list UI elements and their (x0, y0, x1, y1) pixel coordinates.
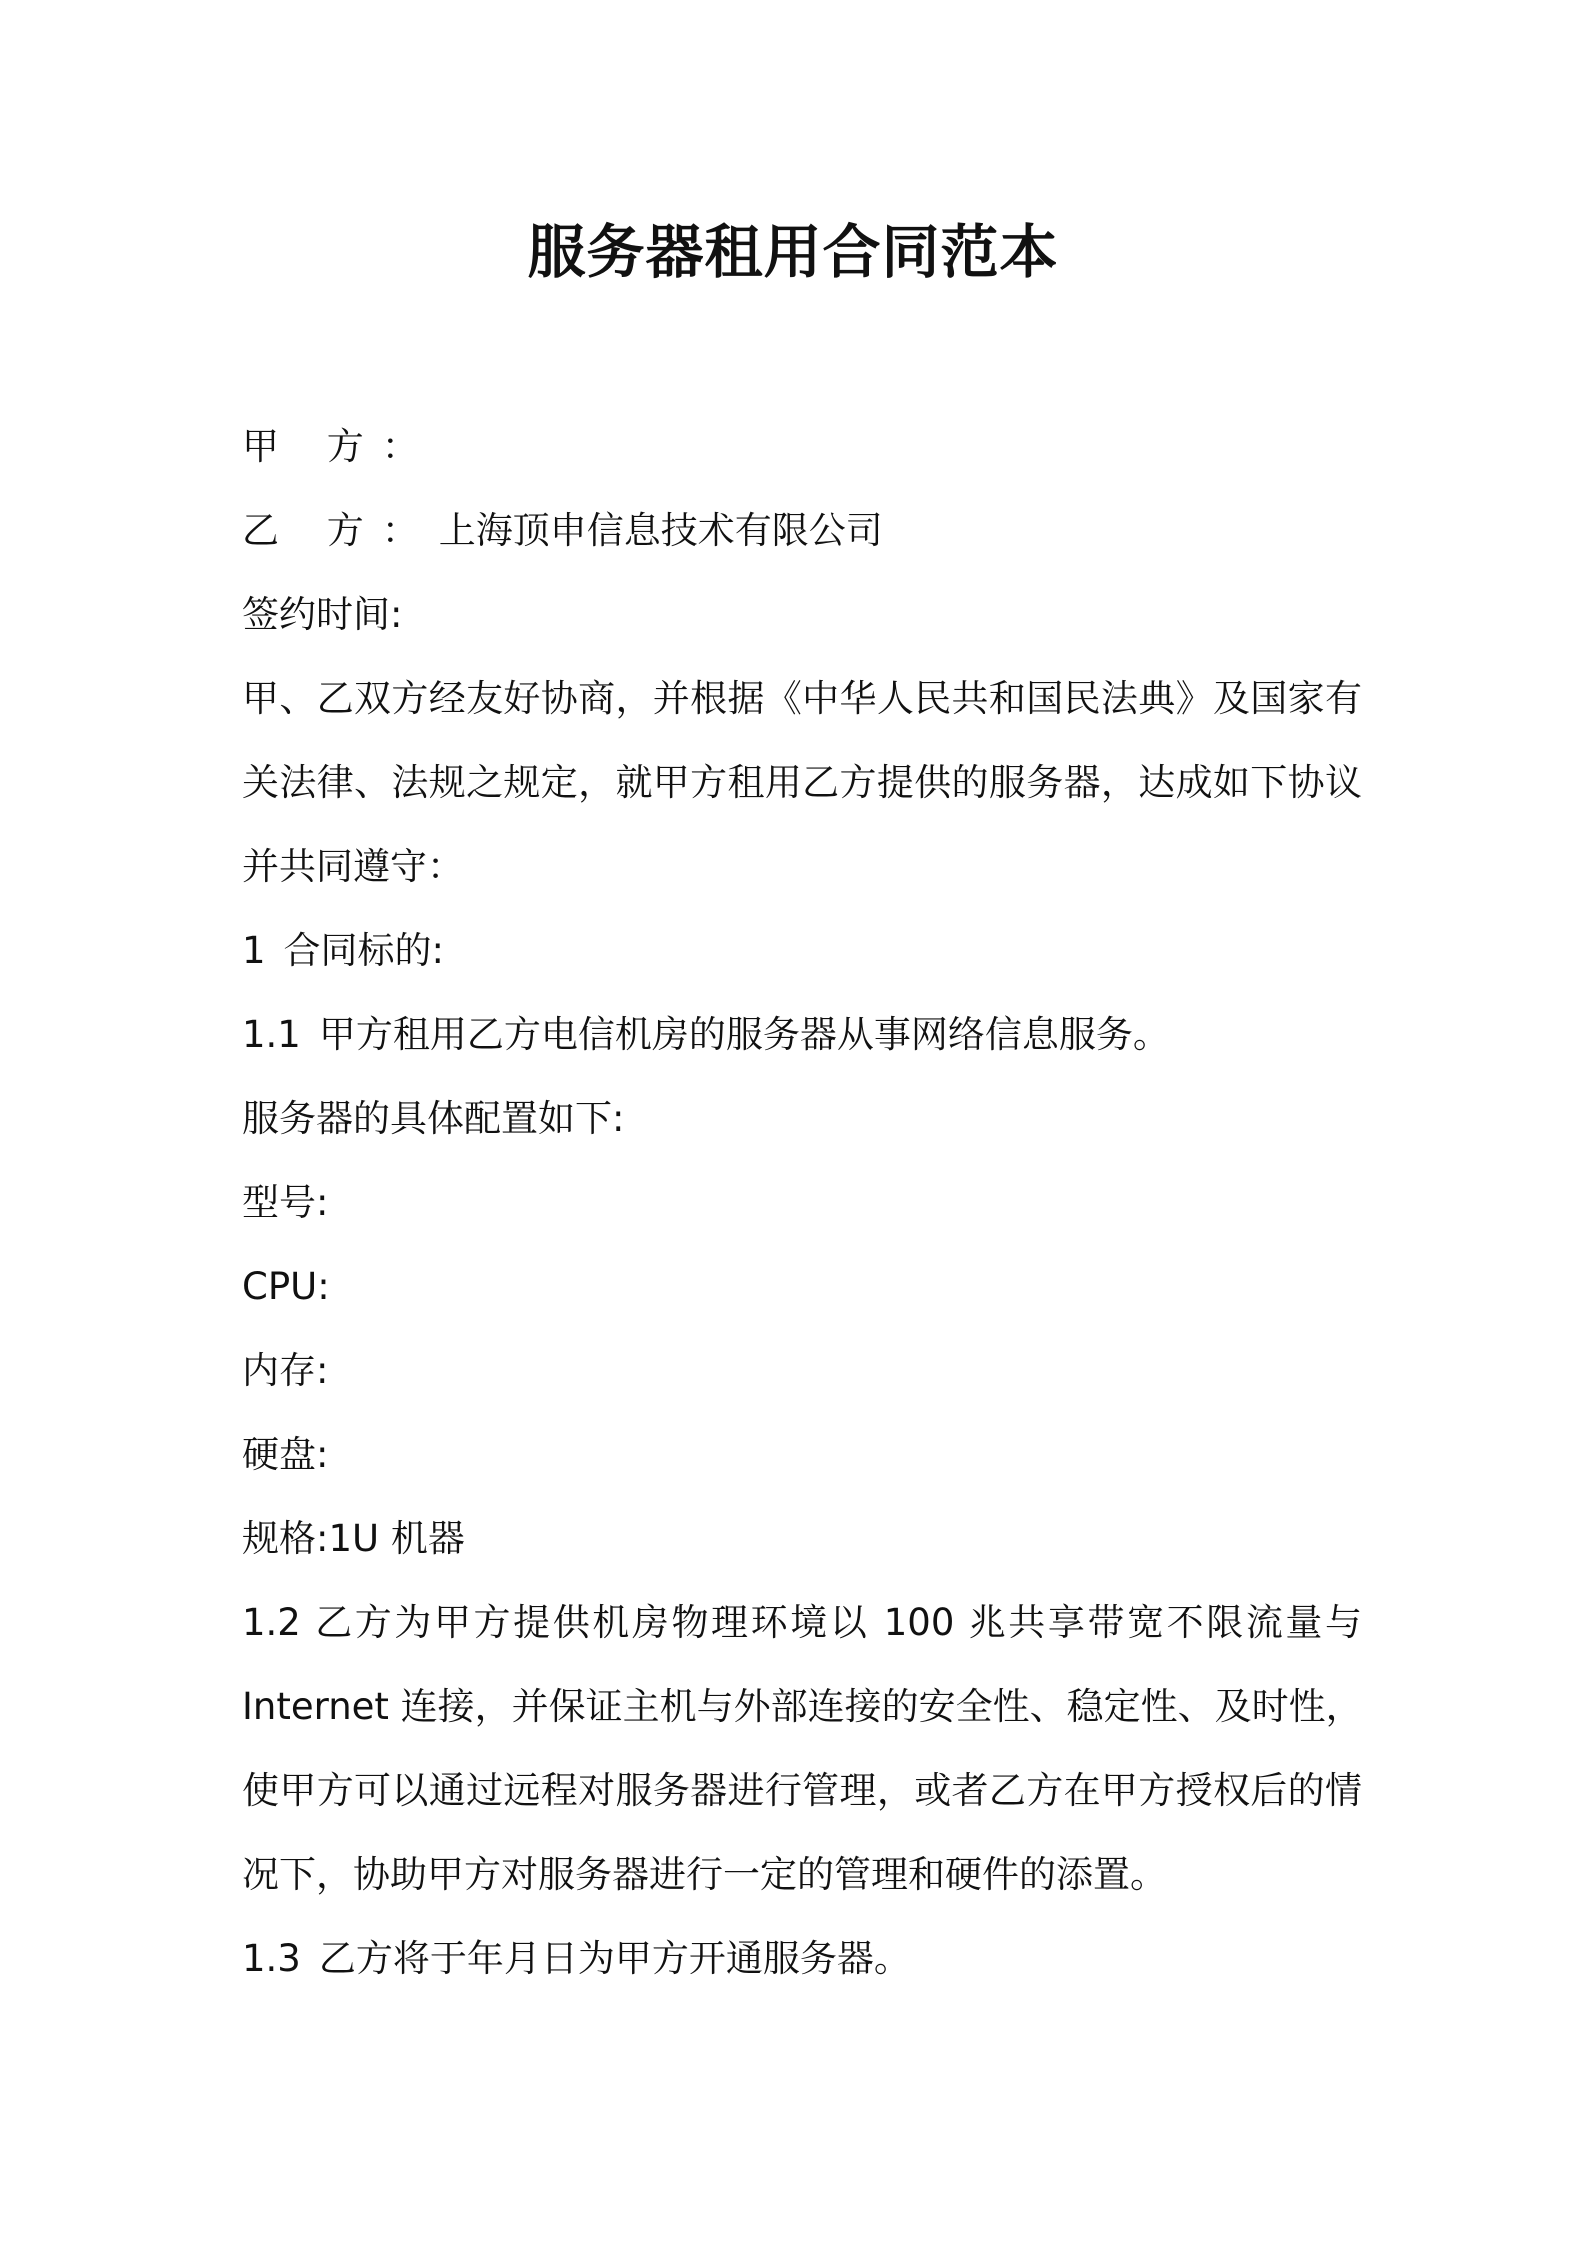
document-title: 服务器租用合同范本 (527, 218, 1059, 286)
party-b-colon: ： (381, 509, 419, 552)
clause-1-3-number: 1.3 (242, 1937, 301, 1980)
section-1-number: 1 (242, 929, 266, 972)
document-body (242, 405, 1362, 2001)
party-b-value: 上海顶申信息技术有限公司 (438, 509, 883, 552)
config-intro: 服务器的具体配置如下: (242, 1097, 625, 1140)
clause-1-2-line-2: Internet 连接，并保证主机与外部连接的安全性、稳定性、及时性， (242, 1685, 1363, 1728)
clause-1-2-line-4: 况下，协助甲方对服务器进行一定的管理和硬件的添置。 (242, 1853, 1167, 1896)
config-cpu: CPU: (242, 1265, 330, 1308)
intro-line-3: 并共同遵守： (242, 845, 464, 888)
config-disk: 硬盘: (242, 1433, 329, 1476)
clause-1-3-text: 乙方将于年月日为甲方开通服务器。 (318, 1937, 911, 1980)
clause-1-2-line-3: 使甲方可以通过远程对服务器进行管理，或者乙方在甲方授权后的情 (242, 1769, 1362, 1812)
party-a-colon: ： (381, 425, 419, 468)
party-a-line (242, 405, 1362, 489)
section-1-title: 合同标的: (283, 929, 445, 972)
intro-line-1: 甲、乙双方经友好协商，并根据《中华人民共和国民法典》及国家有 (242, 677, 1362, 720)
section-1-heading (242, 909, 1362, 993)
clause-1-1 (242, 993, 1362, 1077)
party-b-line (242, 489, 1362, 573)
clause-1-3 (242, 1917, 1362, 2001)
config-spec: 规格:1U 机器 (242, 1517, 465, 1560)
config-model: 型号: (242, 1181, 329, 1224)
party-b-label: 乙 方 (242, 509, 382, 552)
clause-1-1-number: 1.1 (242, 1013, 301, 1056)
party-a-label: 甲 方 (242, 425, 382, 468)
config-memory: 内存: (242, 1349, 329, 1392)
clause-1-2-line-1: 1.2 乙方为甲方提供机房物理环境以 100 兆共享带宽不限流量与 (242, 1601, 1362, 1644)
clause-1-1-text: 甲方租用乙方电信机房的服务器从事网络信息服务。 (318, 1013, 1170, 1056)
sign-time-line: 签约时间: (242, 593, 403, 636)
intro-line-2: 关法律、法规之规定，就甲方租用乙方提供的服务器，达成如下协议 (242, 761, 1362, 804)
